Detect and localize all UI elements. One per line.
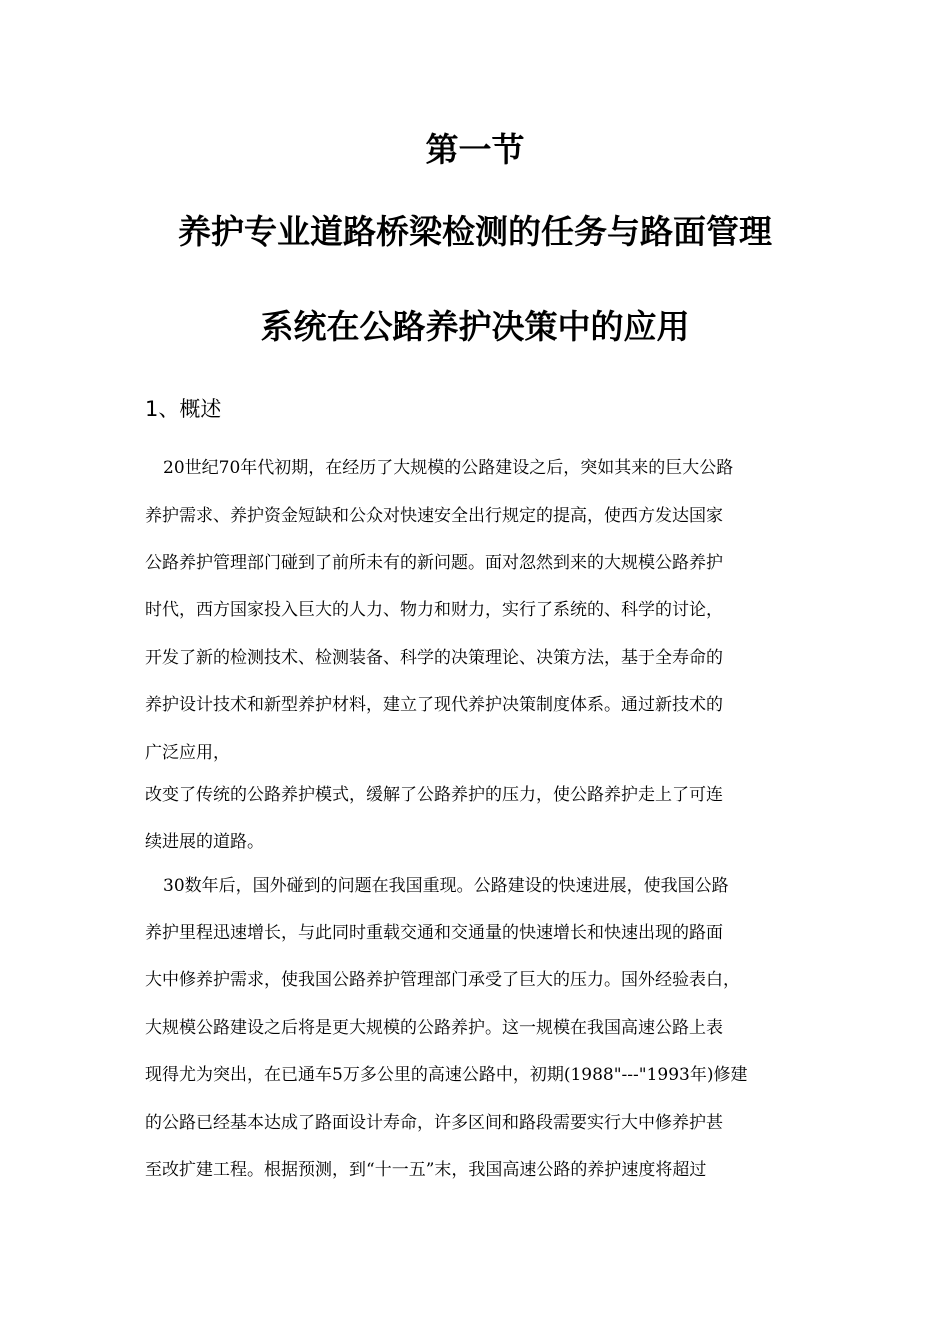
body-line: 广泛应用，: [145, 743, 230, 763]
body-line: 30数年后，国外碰到的问题在我国重现。公路建设的快速进展，使我国公路: [163, 876, 729, 896]
body-line: 公路养护管理部门碰到了前所未有的新问题。面对忽然到来的大规模公路养护: [145, 553, 723, 573]
body-line: 续进展的道路。: [145, 832, 264, 852]
chapter-title: 第一节: [425, 130, 525, 169]
document-title-line-2: 系统在公路养护决策中的应用: [260, 307, 690, 346]
body-line: 养护设计技术和新型养护材料，建立了现代养护决策制度体系。通过新技术的: [145, 695, 723, 715]
document-title-line-1: 养护专业道路桥梁检测的任务与路面管理: [178, 212, 772, 251]
body-line: 养护需求、养护资金短缺和公众对快速安全出行规定的提高，使西方发达国家: [145, 506, 723, 526]
body-line: 大中修养护需求，使我国公路养护管理部门承受了巨大的压力。国外经验表白，: [145, 970, 740, 990]
section-heading: 1、概述: [145, 397, 222, 421]
body-line: 改变了传统的公路养护模式，缓解了公路养护的压力，使公路养护走上了可连: [145, 785, 723, 805]
body-line: 20世纪70年代初期，在经历了大规模的公路建设之后，突如其来的巨大公路: [163, 458, 734, 478]
body-line: 时代，西方国家投入巨大的人力、物力和财力，实行了系统的、科学的讨论，: [145, 600, 723, 620]
body-line: 现得尤为突出，在已通车5万多公里的高速公路中，初期(1988"---"1993年)修建: [145, 1065, 748, 1085]
body-line: 养护里程迅速增长，与此同时重载交通和交通量的快速增长和快速出现的路面: [145, 923, 723, 943]
body-line: 开发了新的检测技术、检测装备、科学的决策理论、决策方法，基于全寿命的: [145, 648, 723, 668]
body-line: 的公路已经基本达成了路面设计寿命，许多区间和路段需要实行大中修养护甚: [145, 1113, 723, 1133]
body-line: 大规模公路建设之后将是更大规模的公路养护。这一规模在我国高速公路上表: [145, 1018, 723, 1038]
body-line: 至改扩建工程。根据预测，到“十一五”末，我国高速公路的养护速度将超过: [145, 1160, 707, 1180]
